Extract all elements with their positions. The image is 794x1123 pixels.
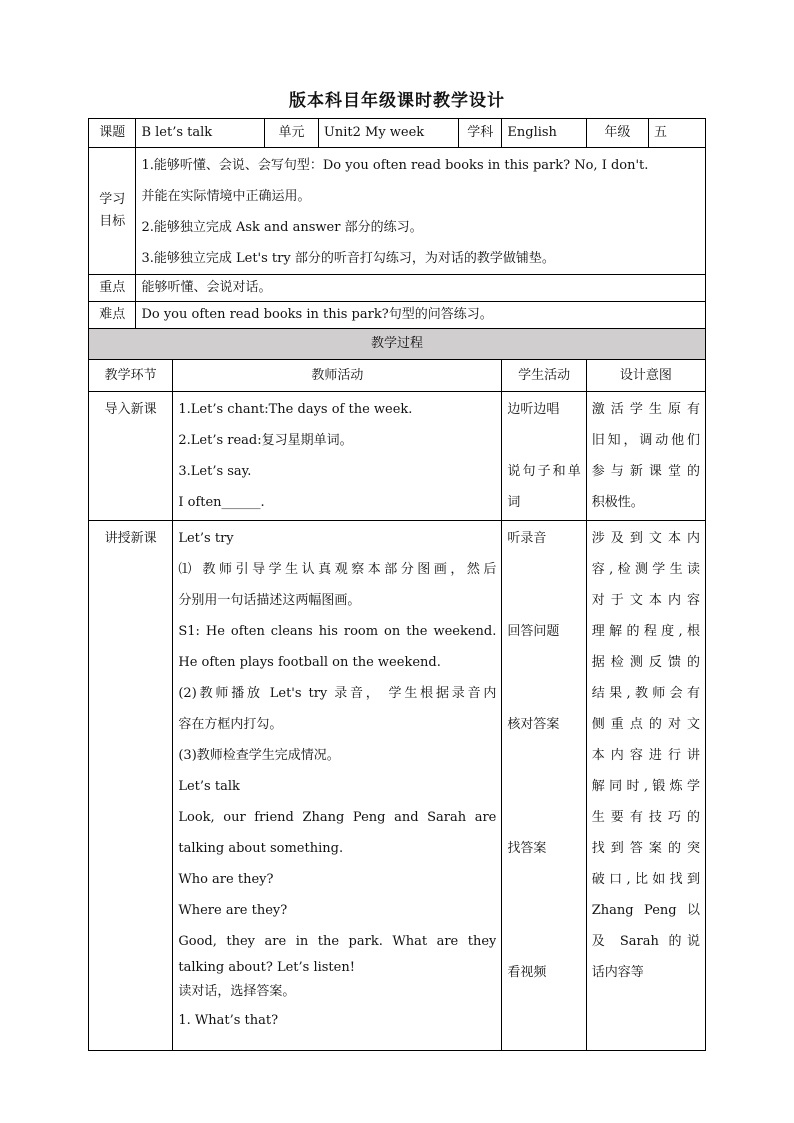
- teaching-row: [89, 521, 706, 1051]
- teacher-line: Good, they are in the park. What are they: [178, 934, 497, 949]
- subject-label: 学科: [459, 119, 502, 148]
- intent-line: 激活学生原有: [591, 402, 700, 417]
- teacher-line: I often______.: [178, 495, 265, 510]
- goals-label: [89, 148, 136, 275]
- process-title-row: [89, 329, 706, 360]
- unit-value: Unit2 My week: [318, 119, 458, 148]
- goal-line: 1.能够听懂、会说、会写句型：Do you often read books in this park? No, I don't.: [141, 158, 649, 173]
- intent-line: 解同时,锻炼学: [591, 779, 700, 794]
- teaching-stage: 讲授新课: [89, 521, 173, 1051]
- student-line: [507, 678, 580, 709]
- difficulty-text: Do you often read books in this park?句型的问答练习。: [136, 302, 706, 329]
- student-line: [507, 771, 580, 802]
- teacher-line: He often plays football on the weekend.: [178, 655, 441, 670]
- teaching-teacher: [173, 521, 502, 1051]
- goals-label-line: 目标: [99, 214, 126, 229]
- col-stage-header: 教学环节: [89, 360, 173, 392]
- col-teacher-header: 教师活动: [173, 360, 502, 392]
- topic-value: B let’s talk: [136, 119, 265, 148]
- intent-line: 及 Sarah 的说: [591, 934, 700, 949]
- intent-line: 本内容进行讲: [591, 748, 700, 763]
- teacher-line: 1.Let’s chant:The days of the week.: [178, 402, 413, 417]
- grade-value: 五: [648, 119, 705, 148]
- teacher-line: Let’s try: [178, 531, 234, 546]
- unit-label: 单元: [265, 119, 319, 148]
- teacher-line: talking about? Let’s listen!: [178, 960, 355, 975]
- teacher-line: Who are they?: [178, 872, 274, 887]
- column-header-row: [89, 360, 706, 392]
- key-point-label: 重点: [89, 275, 136, 302]
- subject-value: English: [502, 119, 586, 148]
- student-line: 核对答案: [507, 717, 560, 732]
- teaching-student: [502, 521, 586, 1051]
- goal-line: 并能在实际情境中正确运用。: [141, 189, 311, 204]
- key-point-text: 能够听懂、会说对话。: [136, 275, 706, 302]
- header-row: [89, 119, 706, 148]
- intent-line: 侧重点的对文: [591, 717, 700, 732]
- teaching-intent: [586, 521, 705, 1051]
- student-line: 说句子和单: [507, 464, 581, 479]
- teacher-line: 1. What’s that?: [178, 1013, 279, 1028]
- col-intent-header: 设计意图: [586, 360, 705, 392]
- teacher-line: 读对话，选择答案。: [178, 984, 296, 999]
- student-line: [507, 554, 580, 585]
- intro-stage: 导入新课: [89, 392, 173, 521]
- student-line: [507, 864, 580, 895]
- teacher-line: 容在方框内打勾。: [178, 717, 283, 732]
- intro-student: [502, 392, 586, 521]
- teacher-line: S1: He often cleans his room on the weekend.: [178, 624, 497, 639]
- intro-teacher: [173, 392, 502, 521]
- grade-label: 年级: [586, 119, 648, 148]
- intent-line: 生要有技巧的: [591, 810, 700, 825]
- student-line: 找答案: [507, 841, 547, 856]
- student-line: [507, 802, 580, 833]
- goal-line: 3.能够独立完成 Let's try 部分的听音打勾练习，为对话的教学做铺垫。: [141, 251, 555, 266]
- student-line: [507, 585, 580, 616]
- teacher-line: 3.Let’s say.: [178, 464, 252, 479]
- teacher-line: ⑴ 教师引导学生认真观察本部分图画，然后: [178, 562, 497, 577]
- teacher-line: 分别用一句话描述这两幅图画。: [178, 593, 361, 608]
- process-title: 教学过程: [89, 329, 706, 360]
- intro-intent: [586, 392, 705, 521]
- lesson-plan-table: [88, 118, 706, 1051]
- intent-line: 积极性。: [591, 495, 644, 510]
- teacher-line: Where are they?: [178, 903, 288, 918]
- student-line: 词: [507, 495, 521, 510]
- goals-row: [89, 148, 706, 275]
- teacher-line: Look, our friend Zhang Peng and Sarah are: [178, 810, 497, 825]
- difficulty-row: [89, 302, 706, 329]
- intent-line: 参与新课堂的: [591, 464, 700, 479]
- teacher-line: (2)教师播放 Let's try 录音， 学生根据录音内: [178, 686, 497, 701]
- intent-line: 涉及到文本内: [591, 531, 700, 546]
- student-line: 回答问题: [507, 624, 560, 639]
- intent-line: 找到答案的突: [591, 841, 700, 856]
- student-line: [507, 895, 580, 926]
- teacher-line: talking about something.: [178, 841, 344, 856]
- teacher-line: Let’s talk: [178, 779, 240, 794]
- intent-line: 理解的程度,根: [591, 624, 700, 639]
- student-line: [507, 926, 580, 957]
- intent-line: 容,检测学生读: [591, 562, 700, 577]
- intent-line: 对于文本内容: [591, 593, 700, 608]
- intent-line: 旧知，调动他们: [591, 433, 700, 448]
- teacher-line: 2.Let’s read:复习星期单词。: [178, 433, 353, 448]
- intent-line: Zhang Peng 以: [591, 903, 700, 918]
- page-title: 版本科目年级课时教学设计: [289, 91, 505, 111]
- intent-line: 破口,比如找到: [591, 872, 700, 887]
- key-point-row: [89, 275, 706, 302]
- student-line: [507, 740, 580, 771]
- teacher-line: (3)教师检查学生完成情况。: [178, 748, 340, 763]
- student-line: [507, 647, 580, 678]
- intent-line: 话内容等: [591, 965, 644, 980]
- topic-label: 课题: [89, 119, 136, 148]
- intent-line: 据检测反馈的: [591, 655, 700, 670]
- goals-content: [136, 148, 706, 275]
- student-line: [507, 425, 580, 456]
- student-line: 边听边唱: [507, 402, 560, 417]
- col-student-header: 学生活动: [502, 360, 586, 392]
- student-line: 听录音: [507, 531, 547, 546]
- intent-line: 结果,教师会有: [591, 686, 700, 701]
- student-line: 看视频: [507, 965, 547, 980]
- goal-line: 2.能够独立完成 Ask and answer 部分的练习。: [141, 220, 423, 235]
- intro-row: [89, 392, 706, 521]
- goals-label-line: 学习: [99, 192, 126, 207]
- difficulty-label: 难点: [89, 302, 136, 329]
